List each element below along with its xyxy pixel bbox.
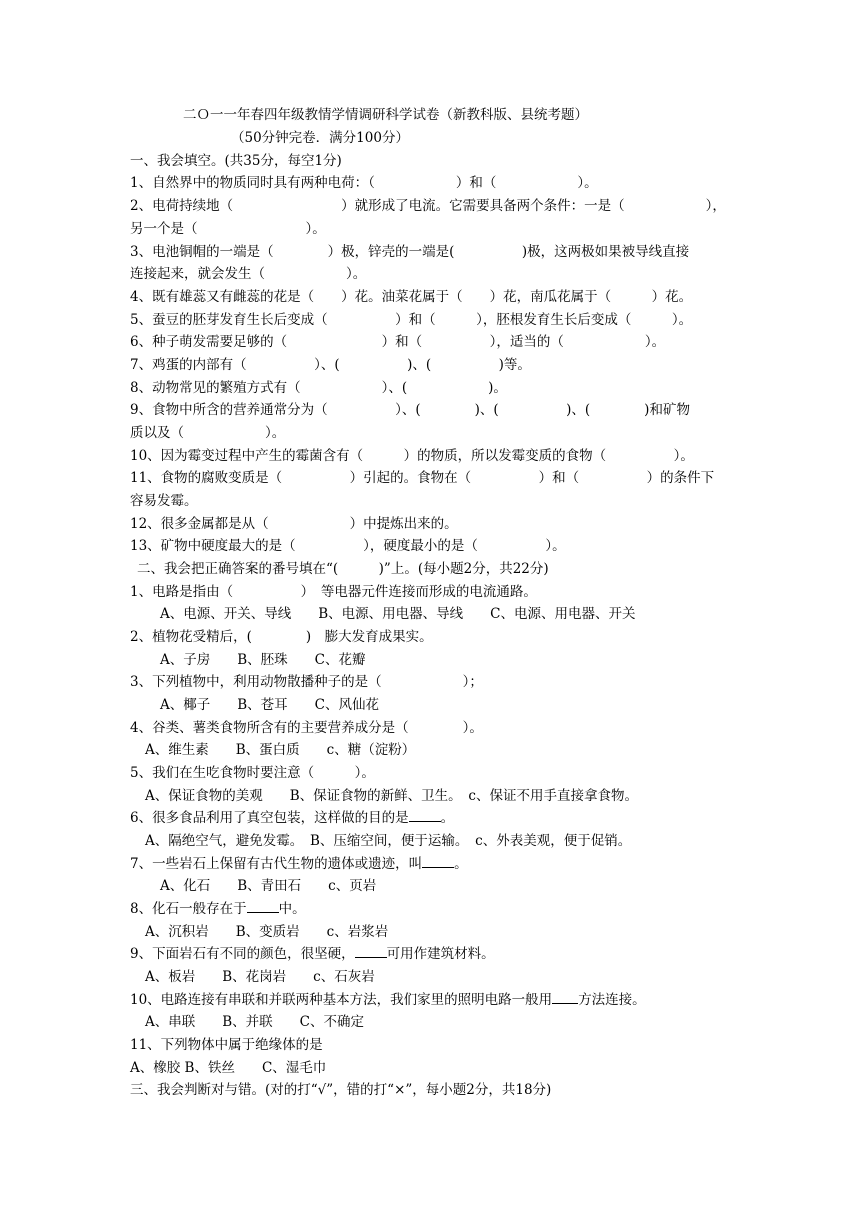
- question-line: 3、电池铜帽的一端是（ ）极，锌壳的一端是( )极，这两极如果被导线直接: [130, 244, 690, 260]
- page-title: 二Ｏ一一年春四年级教情学情调研科学试卷（新教科版、县统考题）: [183, 107, 588, 123]
- option-line: A、化石 B、青田石 c、页岩: [160, 878, 377, 894]
- question-line: 9、下面岩石有不同的颜色，很坚硬， 可用作建筑材料。: [130, 943, 495, 965]
- question-line: 质以及（ ）。: [130, 425, 286, 441]
- option-line: A、沉积岩 B、变质岩 c、岩浆岩: [145, 924, 389, 940]
- question-line: 8、动物常见的繁殖方式有（ ）、( )。: [130, 380, 507, 396]
- answer-blank: [552, 989, 578, 1004]
- question-line: 2、电荷持续地（ ）就形成了电流。它需要具备两个条件：一是（ ），: [130, 198, 726, 214]
- question-line: 5、蚕豆的胚芽发育生长后变成（ ）和（ ），胚根发育生长后变成（ ）。: [130, 312, 693, 328]
- question-line: 10、因为霉变过程中产生的霉菌含有（ ）的物质，所以发霉变质的食物（ ）。: [130, 448, 694, 464]
- option-line: A、串联 B、并联 C、不确定: [145, 1014, 364, 1030]
- answer-blank: [409, 807, 441, 822]
- question-line: 9、食物中所含的营养通常分为（ ）、( )、( )、( )和矿物: [130, 402, 690, 418]
- question-line: 4、谷类、薯类食物所含有的主要营养成分是（ ）。: [130, 720, 483, 736]
- question-line: 2、植物花受精后，( ) 膨大发育成果实。: [130, 629, 433, 645]
- question-line: 容易发霉。: [130, 493, 198, 509]
- question-line: 5、我们在生吃食物时要注意（ ）。: [130, 765, 375, 781]
- question-line: 另一个是（ ）。: [130, 221, 326, 237]
- option-line: A、板岩 B、花岗岩 c、石灰岩: [145, 969, 375, 985]
- section-1-heading: 一、我会填空。(共35分，每空1分): [130, 153, 342, 169]
- question-line: 8、化石一般存在于 中。: [130, 898, 306, 920]
- answer-blank: [422, 853, 454, 868]
- page-subtitle: （50分钟完卷．满分100分）: [231, 130, 409, 146]
- question-line: 1、自然界中的物质同时具有两种电荷：（ ）和（ ）。: [130, 175, 598, 191]
- option-line: A、椰子 B、苍耳 C、风仙花: [160, 697, 379, 713]
- option-line: A、橡胶 B、铁丝 C、湿毛巾: [130, 1060, 327, 1076]
- section-3-heading: 三、我会判断对与错。(对的打“√”，错的打“×”，每小题2分，共18分): [130, 1082, 552, 1098]
- question-line: 10、电路连接有串联和并联两种基本方法，我们家里的照明电路一般用 方法连接。: [130, 989, 646, 1011]
- option-line: A、保证食物的美观 B、保证食物的新鲜、卫生。 c、保证不用手直接拿食物。: [145, 788, 638, 804]
- answer-blank: [355, 943, 387, 958]
- question-line: 7、鸡蛋的内部有（ ）、( )、( )等。: [130, 357, 531, 373]
- question-line: 1、电路是指由（ ） 等电器元件连接而形成的电流通路。: [130, 584, 537, 600]
- question-line: 13、矿物中硬度最大的是（ ），硬度最小的是（ ）。: [130, 538, 566, 554]
- question-line: 连接起来，就会发生（ ）。: [130, 266, 367, 282]
- section-2-heading: 二、我会把正确答案的番号填在“( )”上。(每小题2分，共22分): [137, 561, 549, 577]
- option-line: A、子房 B、胚珠 C、花瓣: [160, 652, 366, 668]
- question-line: 3、下列植物中，利用动物散播种子的是（ ）；: [130, 674, 483, 690]
- question-line: 7、一些岩石上保留有古代生物的遗体或遗迹，叫 。: [130, 853, 468, 875]
- question-line: 6、种子萌发需要足够的（ ）和（ ），适当的（ ）。: [130, 334, 666, 350]
- question-line: 11、下列物体中属于绝缘体的是: [130, 1037, 323, 1053]
- option-line: A、电源、开关、导线 B、电源、用电器、导线 C、电源、用电器、开关: [160, 606, 636, 622]
- question-line: 12、很多金属都是从（ ）中提炼出来的。: [130, 516, 458, 532]
- option-line: A、隔绝空气，避免发霉。 B、压缩空间，便于运输。 c、外表美观，便于促销。: [145, 833, 632, 849]
- answer-blank: [247, 898, 279, 913]
- question-line: 11、食物的腐败变质是（ ）引起的。食物在（ ）和（ ）的条件下: [130, 470, 715, 486]
- question-line: 4、既有雄蕊又有雌蕊的花是（ ）花。油菜花属于（ ）花，南瓜花属于（ ）花。: [130, 289, 693, 305]
- option-line: A、维生素 B、蛋白质 c、糖（淀粉）: [145, 742, 416, 758]
- question-line: 6、很多食品利用了真空包装，这样做的目的是 。: [130, 807, 454, 829]
